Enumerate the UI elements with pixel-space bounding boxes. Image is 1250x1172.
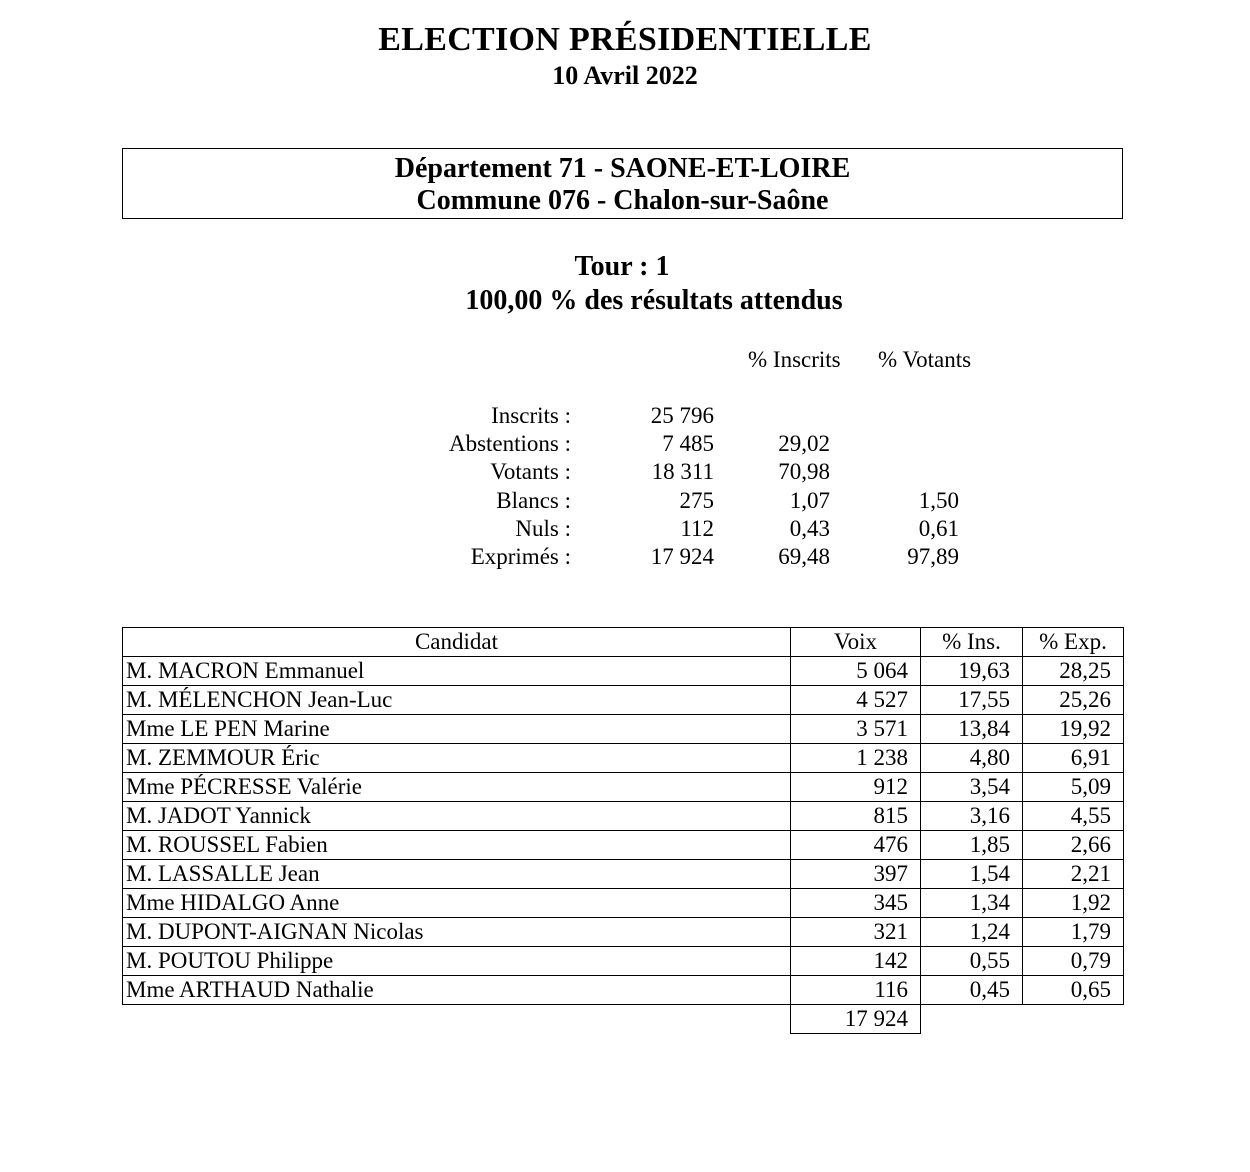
candidate-voix: 1 238 [791,744,921,773]
candidate-pct-exp: 2,66 [1023,831,1124,860]
candidate-pct-exp: 0,79 [1023,947,1124,976]
summary-row [0,430,1250,458]
location-box [122,148,1123,219]
summary-label: Exprimés : [470,544,571,569]
candidate-pct-ins: 3,16 [921,802,1023,831]
table-row [123,889,1124,918]
candidate-name: Mme HIDALGO Anne [123,889,791,918]
candidate-pct-ins: 0,45 [921,976,1023,1005]
summary-value: 25 796 [650,403,714,428]
header-pct-ins: % Ins. [921,628,1023,657]
header-pct-exp: % Exp. [1023,628,1124,657]
summary-value: 275 [679,488,714,513]
summary-value: 18 311 [651,459,714,484]
candidate-name: Mme PÉCRESSE Valérie [123,773,791,802]
candidate-pct-exp: 1,79 [1023,918,1124,947]
candidate-pct-exp: 28,25 [1023,657,1124,686]
summary-pct-inscrits: 1,07 [789,488,830,513]
table-row [123,860,1124,889]
candidate-name: M. LASSALLE Jean [123,860,791,889]
candidate-pct-exp: 1,92 [1023,889,1124,918]
summary-pct-votants: 0,61 [918,516,959,541]
candidate-pct-ins: 17,55 [921,686,1023,715]
candidate-pct-ins: 4,80 [921,744,1023,773]
summary-label: Votants : [490,459,571,484]
summary-label: Abstentions : [448,431,571,456]
candidate-name: M. DUPONT-AIGNAN Nicolas [123,918,791,947]
election-date: 10 Avril 2022 [552,61,698,90]
col-header-pct-inscrits: % Inscrits [748,347,841,372]
candidate-pct-exp: 4,55 [1023,802,1124,831]
summary-row [0,515,1250,543]
candidate-pct-exp: 19,92 [1023,715,1124,744]
candidate-pct-exp: 2,21 [1023,860,1124,889]
candidate-name: M. JADOT Yannick [123,802,791,831]
summary-pct-inscrits: 69,48 [778,544,830,569]
candidate-pct-exp: 0,65 [1023,976,1124,1005]
candidate-pct-ins: 19,63 [921,657,1023,686]
results-table [122,627,1124,1034]
header-voix: Voix [791,628,921,657]
candidate-voix: 4 527 [791,686,921,715]
candidate-name: Mme LE PEN Marine [123,715,791,744]
candidate-voix: 345 [791,889,921,918]
candidate-name: M. ZEMMOUR Éric [123,744,791,773]
commune-label: Commune 076 - Chalon-sur-Saône [416,185,829,216]
summary-row [0,543,1250,571]
candidate-pct-ins: 1,34 [921,889,1023,918]
summary-row [0,487,1250,515]
candidate-name: Mme ARTHAUD Nathalie [123,976,791,1005]
document-title: ELECTION PRÉSIDENTIELLE [378,21,872,58]
header-candidat: Candidat [123,628,791,657]
candidate-voix: 5 064 [791,657,921,686]
total-spacer [1023,1005,1124,1034]
summary-pct-inscrits: 29,02 [778,431,830,456]
candidate-pct-ins: 0,55 [921,947,1023,976]
table-row [123,831,1124,860]
candidate-pct-ins: 1,24 [921,918,1023,947]
candidate-voix: 3 571 [791,715,921,744]
results-header-row [123,628,1124,657]
total-row [123,1005,1124,1034]
candidate-name: M. POUTOU Philippe [123,947,791,976]
table-row [123,657,1124,686]
table-row [123,715,1124,744]
summary-row [0,402,1250,430]
total-spacer [921,1005,1023,1034]
candidate-pct-ins: 1,85 [921,831,1023,860]
table-row [123,686,1124,715]
candidate-name: M. MÉLENCHON Jean-Luc [123,686,791,715]
departement-label: Département 71 - SAONE-ET-LOIRE [394,153,851,184]
table-row [123,947,1124,976]
summary-label: Nuls : [515,516,571,541]
total-voix: 17 924 [791,1005,921,1034]
candidate-pct-exp: 25,26 [1023,686,1124,715]
summary-label: Inscrits : [491,403,571,428]
tour-text: Tour : 1 [574,251,670,282]
total-spacer [123,1005,791,1034]
summary-pct-votants: 1,50 [918,488,959,513]
candidate-pct-ins: 1,54 [921,860,1023,889]
candidate-voix: 142 [791,947,921,976]
summary-value: 112 [680,516,714,541]
table-row [123,802,1124,831]
candidate-voix: 397 [791,860,921,889]
summary-pct-inscrits: 70,98 [778,459,830,484]
candidate-pct-ins: 3,54 [921,773,1023,802]
candidate-voix: 321 [791,918,921,947]
candidate-voix: 476 [791,831,921,860]
table-row [123,773,1124,802]
candidate-pct-ins: 13,84 [921,715,1023,744]
summary-pct-votants: 97,89 [907,544,959,569]
candidate-pct-exp: 6,91 [1023,744,1124,773]
candidate-name: M. MACRON Emmanuel [123,657,791,686]
tour-label [0,250,1250,284]
table-row [123,976,1124,1005]
summary-row [0,458,1250,486]
summary-value: 7 485 [662,431,714,456]
results-expected-label [0,284,1250,318]
table-row [123,744,1124,773]
summary-pct-inscrits: 0,43 [789,516,830,541]
summary-label: Blancs : [496,488,571,513]
table-row [123,918,1124,947]
col-header-pct-votants: % Votants [878,347,972,372]
candidate-voix: 116 [791,976,921,1005]
results-expected-text: 100,00 % des résultats attendus [465,285,843,316]
candidate-name: M. ROUSSEL Fabien [123,831,791,860]
candidate-voix: 912 [791,773,921,802]
candidate-pct-exp: 5,09 [1023,773,1124,802]
summary-value: 17 924 [650,544,714,569]
candidate-voix: 815 [791,802,921,831]
